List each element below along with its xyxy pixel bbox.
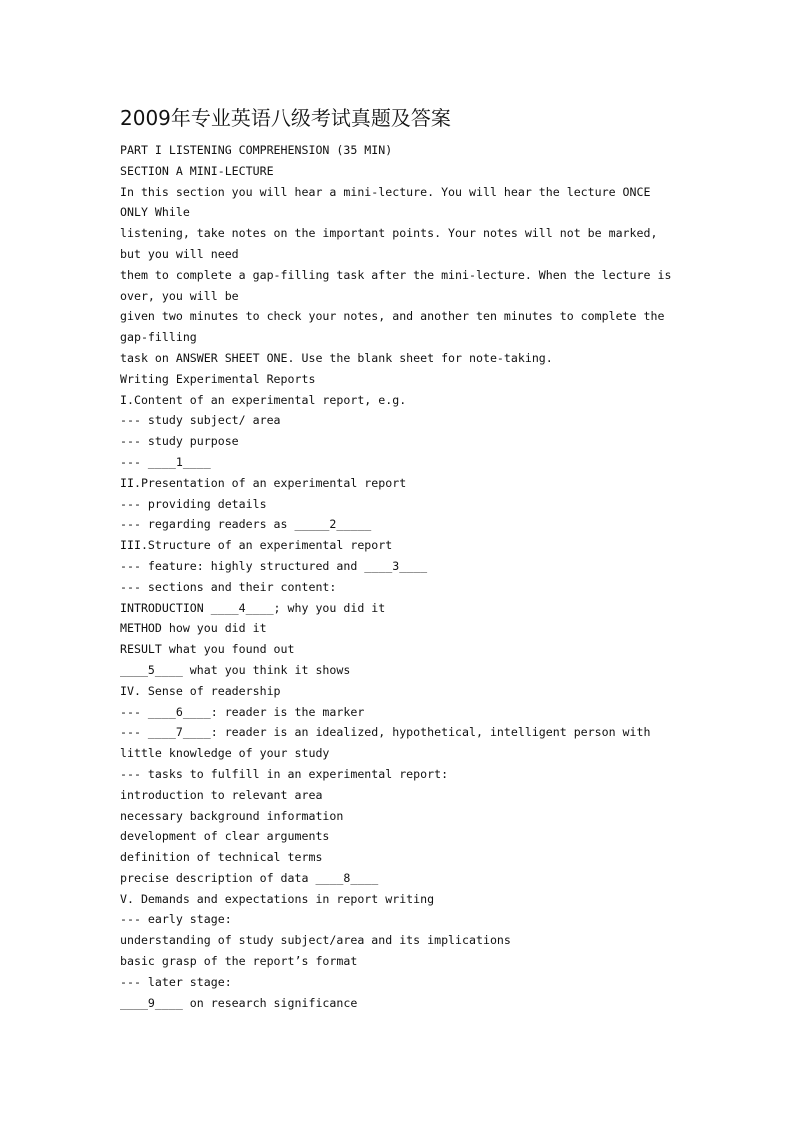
outline-item: introduction to relevant area (120, 787, 323, 802)
gap-item-1: --- ____1____ (120, 454, 211, 469)
instruction-line: given two minutes to check your notes, and another ten minutes to complete the (120, 309, 665, 324)
outline-heading: II.Presentation of an experimental report (120, 475, 407, 490)
gap-item-2: --- regarding readers as _____2_____ (120, 517, 372, 532)
gap-item-4: INTRODUCTION ____4____; why you did it (120, 600, 386, 615)
outline-item: little knowledge of your study (120, 746, 330, 761)
outline-item: --- study purpose (120, 434, 239, 449)
outline-heading: I.Content of an experimental report, e.g. (120, 392, 407, 407)
outline-item: RESULT what you found out (120, 642, 295, 657)
instruction-line: listening, take notes on the important points. Your notes will not be marked, (120, 226, 658, 241)
outline-heading: III.Structure of an experimental report (120, 538, 393, 553)
section-heading: SECTION A MINI-LECTURE (120, 163, 274, 178)
outline-item: --- providing details (120, 496, 267, 511)
gap-item-5: ____5____ what you think it shows (120, 662, 351, 677)
instruction-line: over, you will be (120, 288, 239, 303)
gap-item-7: --- ____7____: reader is an idealized, hypothetical, intelligent person with (120, 725, 651, 740)
instruction-line: task on ANSWER SHEET ONE. Use the blank sheet for note-taking. (120, 350, 553, 365)
outline-item: basic grasp of the report’s format (120, 954, 358, 969)
outline-item: --- early stage: (120, 912, 232, 927)
outline-item: --- study subject/ area (120, 413, 281, 428)
document-title: 2009年专业英语八级考试真题及答案 (120, 106, 451, 130)
instruction-line: them to complete a gap-filling task after the mini-lecture. When the lecture is (120, 267, 672, 282)
outline-item: definition of technical terms (120, 850, 323, 865)
outline-item: METHOD how you did it (120, 621, 267, 636)
outline-item: --- sections and their content: (120, 579, 337, 594)
instruction-line: but you will need (120, 246, 239, 261)
outline-heading: V. Demands and expectations in report writing (120, 891, 435, 906)
instruction-line: gap-filling (120, 330, 197, 345)
lecture-title: Writing Experimental Reports (120, 371, 316, 386)
gap-item-3: --- feature: highly structured and ____3____ (120, 558, 428, 573)
section-heading: PART I LISTENING COMPREHENSION (35 MIN) (120, 143, 393, 157)
outline-heading: IV. Sense of readership (120, 683, 281, 698)
instruction-line: ONLY While (120, 205, 190, 220)
outline-item: --- later stage: (120, 974, 232, 989)
outline-item: necessary background information (120, 808, 344, 823)
gap-item-9: ____9____ on research significance (120, 995, 358, 1010)
gap-item-8: precise description of data ____8____ (120, 870, 379, 885)
outline-item: understanding of study subject/area and its implications (120, 933, 511, 948)
document-body (120, 140, 690, 1013)
gap-item-6: --- ____6____: reader is the marker (120, 704, 365, 719)
instruction-line: In this section you will hear a mini-lecture. You will hear the lecture ONCE (120, 184, 651, 199)
outline-item: --- tasks to fulfill in an experimental report: (120, 766, 449, 781)
outline-item: development of clear arguments (120, 829, 330, 844)
